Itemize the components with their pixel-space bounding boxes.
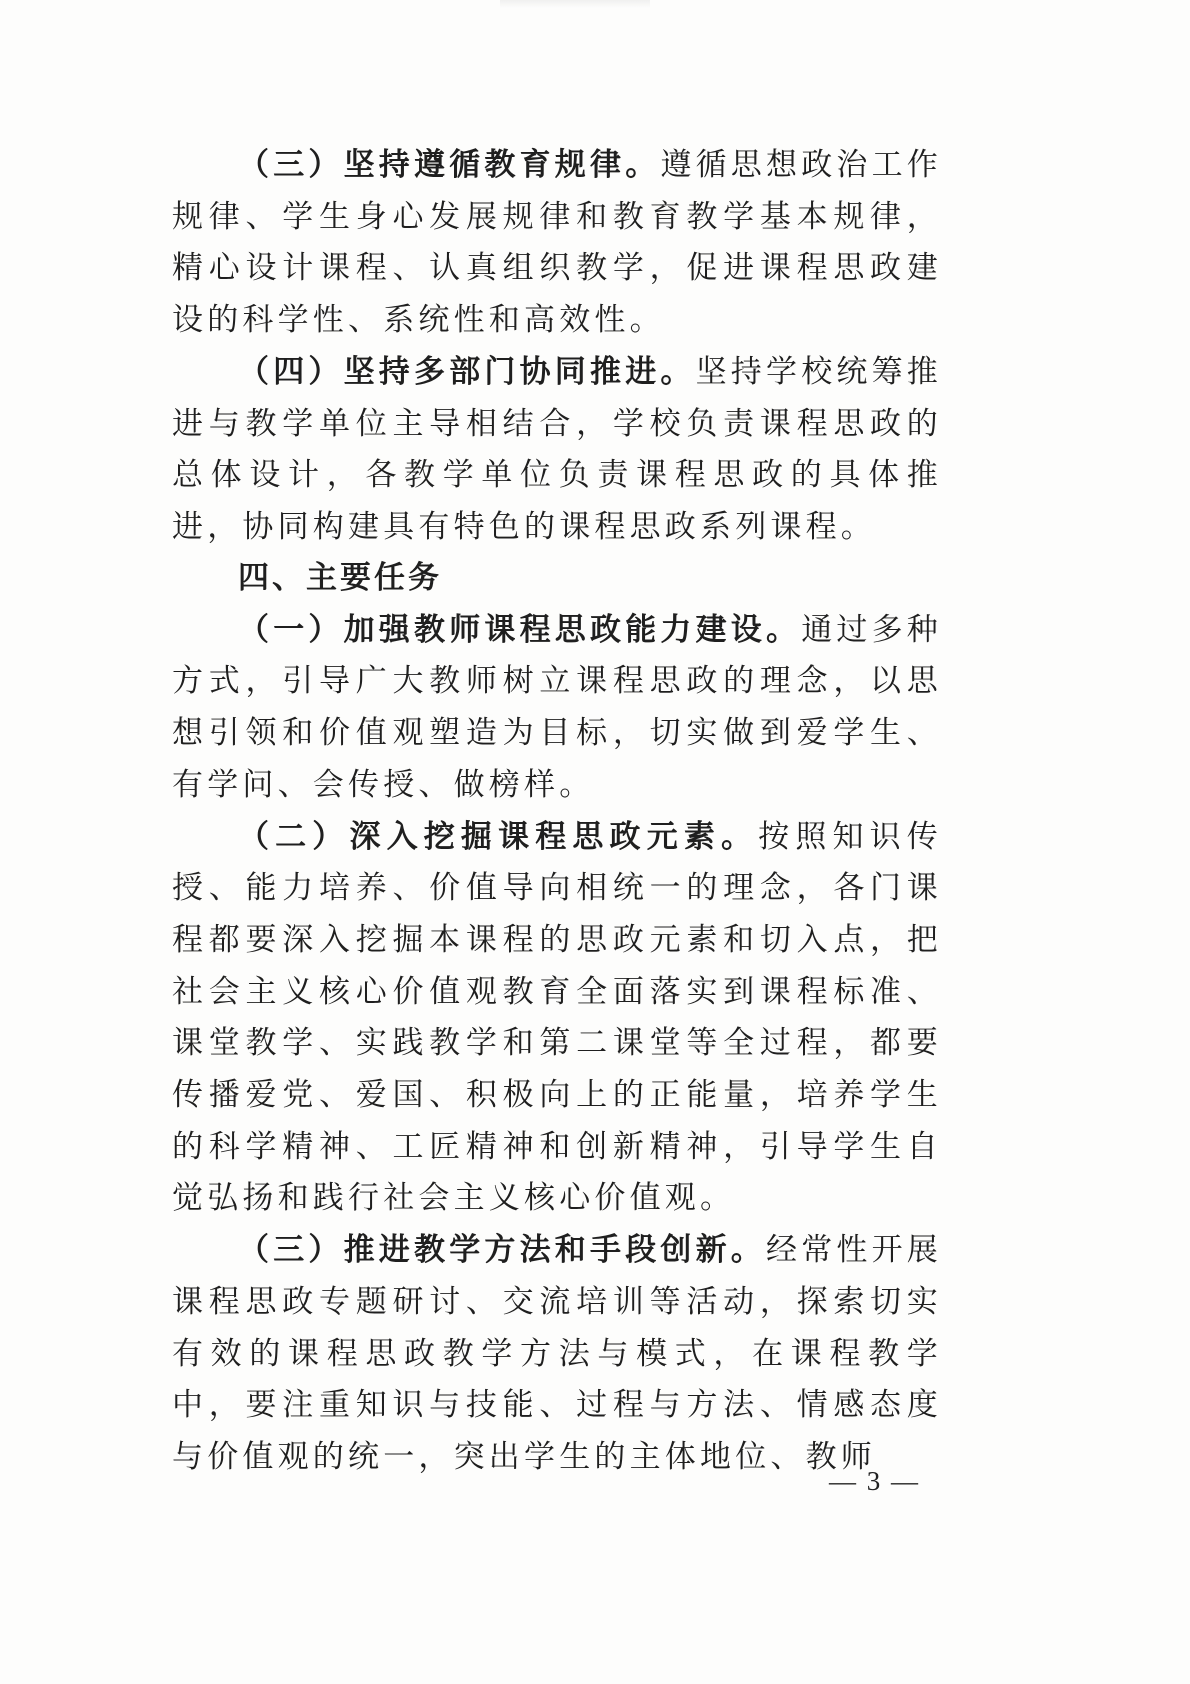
paragraph-lead: （三）坚持遵循教育规律。 [238,147,661,183]
paragraph-lead: （四）坚持多部门协同推进。 [238,353,696,390]
paragraph-body: 坚持学校统筹推进与教学单位主导相结合，学校负责课程思政的总体设计，各教学单位负责课程思政的具体推进，协同构建具有特色的课程思政系列课程。 [172,353,943,545]
paragraph-body: 遵循思想政治工作规律、学生身心发展规律和教育教学基本规律，精心设计课程、认真组织教学，促进课程思政建设的科学性、系统性和高效性。 [172,147,943,339]
paragraph-principle-4 [172,347,942,554]
section-heading: 四、主要任务 [238,560,442,596]
paragraph-task-2 [172,812,942,1226]
scan-artifact [500,0,650,8]
paragraph-lead: （一）加强教师课程思政能力建设。 [238,611,802,648]
paragraph-body: 通过多种方式，引导广大教师树立课程思政的理念，以思想引领和价值观塑造为目标，切实做到爱学生、有学问、会传授、做榜样。 [172,611,943,803]
page-number: — 3 — [829,1466,920,1496]
paragraph-lead: （二）深入挖掘课程思政元素。 [238,818,759,855]
paragraph-body: 经常性开展课程思政专题研讨、交流培训等活动，探索切实有效的课程思政教学方法与模式，在课程教学中，要注重知识与技能、过程与方法、情感态度与价值观的统一，突出学生的主体地位、教师 [172,1232,942,1475]
paragraph-body: 按照知识传授、能力培养、价值导向相统一的理念，各门课程都要深入挖掘本课程的思政元素和切入点，把社会主义核心价值观教育全面落实到课程标准、课堂教学、实践教学和第二课堂等全过程，都要传播爱党、爱国、积极向上的正能量，培养学生的科学精神、工匠精神和创新精神，引导学生自觉弘扬和践行社会主义核心价值观。 [172,818,942,1217]
paragraph-lead: （三）推进教学方法和手段创新。 [238,1232,766,1269]
paragraph-principle-3 [172,140,942,347]
paragraph-task-1 [172,605,942,812]
tasks-block [172,553,942,1484]
principles-block [172,140,942,554]
paragraph-task-3 [172,1225,942,1484]
